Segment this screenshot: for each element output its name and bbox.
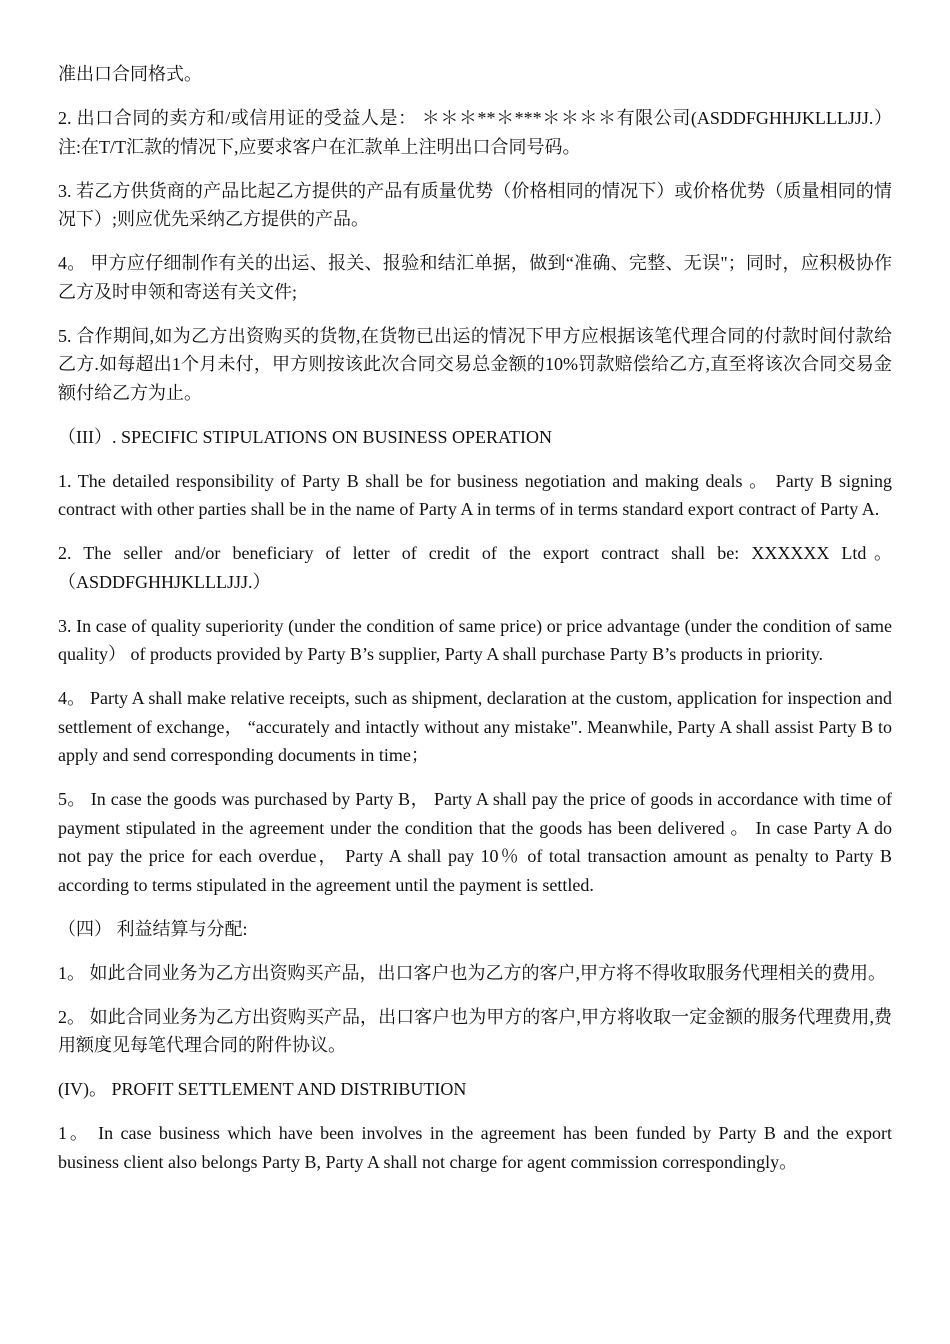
paragraph-cn-profit-1: 1。 如此合同业务为乙方出资购买产品，出口客户也为乙方的客户,甲方将不得收取服务代理相关的费用。: [58, 962, 886, 983]
paragraph-contract-format-end: 准出口合同格式。: [58, 64, 202, 84]
section-heading-profit-cn: （四） 利益结算与分配:: [58, 918, 248, 939]
section-heading-specific-stipulations: （III）. SPECIFIC STIPULATIONS ON BUSINESS OPERATION: [58, 426, 553, 447]
paragraph-cn-3-supplier-priority: 3. 若乙方供货商的产品比起乙方提供的产品有质量优势（价格相同的情况下）或价格优势（质量相同的情况下）;则应优先采纳乙方提供的产品。: [58, 180, 892, 229]
paragraph-en-5-payment-penalty: 5。 In case the goods was purchased by Party B， Party A shall pay the price of goods in accordance with time of payment stipulated in the agreement under the condition that the goods has been delivered 。 In case Party A do not pay the price for each overdue， Party A shall pay 10％ of total transaction amount as penalty to Party B according to terms stipulated in the agreement until the payment is settled.: [58, 789, 892, 895]
paragraph-en-1-responsibility: 1. The detailed responsibility of Party B shall be for business negotiation and making deals 。 Party B signing contract with other parties shall be in the name of Party A in terms of in terms standard export contract of Party A.: [58, 470, 892, 519]
paragraph-cn-4-documents: 4。 甲方应仔细制作有关的出运、报关、报验和结汇单据，做到“准确、完整、无误"；同时，应积极协作乙方及时申领和寄送有关文件;: [58, 253, 892, 302]
paragraph-cn-profit-2: 2。 如此合同业务为乙方出资购买产品，出口客户也为甲方的客户,甲方将收取一定金额的服务代理费用,费用额度见每笔代理合同的附件协议。: [58, 1006, 892, 1055]
paragraph-cn-2-seller-beneficiary: 2. 出口合同的卖方和/或信用证的受益人是： ＊＊＊**＊***＊＊＊＊有限公司(ASDDFGHHJKLLLJJJ.） 注:在T/T汇款的情况下,应要求客户在汇款单上注明出口合同号码。: [58, 108, 892, 157]
section-heading-profit-en: (IV)。 PROFIT SETTLEMENT AND DISTRIBUTION: [58, 1079, 467, 1099]
paragraph-en-profit-1: 1。 In case business which have been involves in the agreement has been funded by Party B and the export business client also belongs Party B, Party A shall not charge for agent commission correspondingly。: [58, 1123, 892, 1172]
paragraph-cn-5-payment-penalty: 5. 合作期间,如为乙方出资购买的货物,在货物已出运的情况下甲方应根据该笔代理合同的付款时间付款给乙方.如每超出1个月未付，甲方则按该此次合同交易总金额的10%罚款赔偿给乙方,直至将该次合同交易金额付给乙方为止。: [58, 325, 892, 403]
paragraph-en-3-quality-priority: 3. In case of quality superiority (under the condition of same price) or price advantage (under the condition of same quality） of products provided by Party B’s supplier, Party A shall purchase Party B’s products in priority.: [58, 615, 892, 664]
paragraph-en-2-seller-beneficiary: 2. The seller and/or beneficiary of letter of credit of the export contract shall be: XXXXXX Ltd。（ASDDFGHHJKLLLJJJ.）: [58, 543, 892, 592]
paragraph-en-4-receipts: 4。 Party A shall make relative receipts, such as shipment, declaration at the custom, application for inspection and settlement of exchange， “accurately and intactly without any mistake". Meanwhile, Party A shall assist Party B to apply and send corresponding documents in time；: [58, 688, 892, 765]
